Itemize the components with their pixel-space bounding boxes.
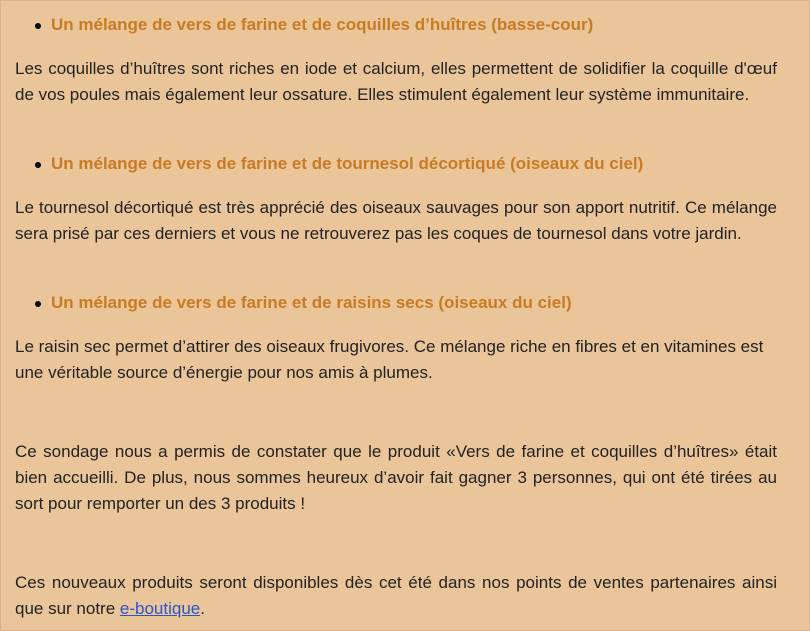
availability-paragraph [15, 570, 777, 622]
product-description-sunflower: Le tournesol décortiqué est très apprécié des oiseaux sauvages pour son apport nutritif. Ce mélange sera prisé par ces derniers et vous ne retrouverez pas les coques de tournesol dans votre jardin. [15, 198, 777, 243]
product-heading-sunflower [51, 153, 643, 175]
bullet-icon [35, 23, 41, 29]
product-heading-oyster-shells [51, 14, 593, 36]
product-description-raisins: Le raisin sec permet d’attirer des oiseaux frugivores. Ce mélange riche en fibres et en vitamines est une véritable source d’énergie pour nos amis à plumes. [15, 337, 764, 382]
product-heading-label: Un mélange de vers de farine et de raisins secs (oiseaux du ciel) [51, 293, 572, 312]
survey-conclusion-paragraph: Ce sondage nous a permis de constater que le produit «Vers de farine et coquilles d’huîtres» était bien accueilli. De plus, nous sommes heureux d’avoir fait gagner 3 personnes, qui ont été tirées au sort pour remporter un des 3 produits ! [15, 442, 777, 513]
availability-text: Ces nouveaux produits seront disponibles dès cet été dans nos points de ventes partenaires ainsi que sur notre [15, 573, 777, 618]
availability-period: . [200, 599, 205, 618]
product-description-oyster-shells: Les coquilles d’huîtres sont riches en iode et calcium, elles permettent de solidifier la coquille d'œuf de vos poules mais également leur ossature. Elles stimulent également leur système immunitaire. [15, 59, 777, 104]
product-heading-label: Un mélange de vers de farine et de coquilles d’huîtres (basse-cour) [51, 15, 594, 34]
product-heading-label: Un mélange de vers de farine et de tournesol décortiqué (oiseaux du ciel) [51, 154, 644, 173]
e-boutique-link[interactable]: e-boutique [119, 599, 201, 618]
bullet-icon [35, 301, 41, 307]
product-heading-raisins [51, 292, 572, 314]
bullet-icon [35, 162, 41, 168]
